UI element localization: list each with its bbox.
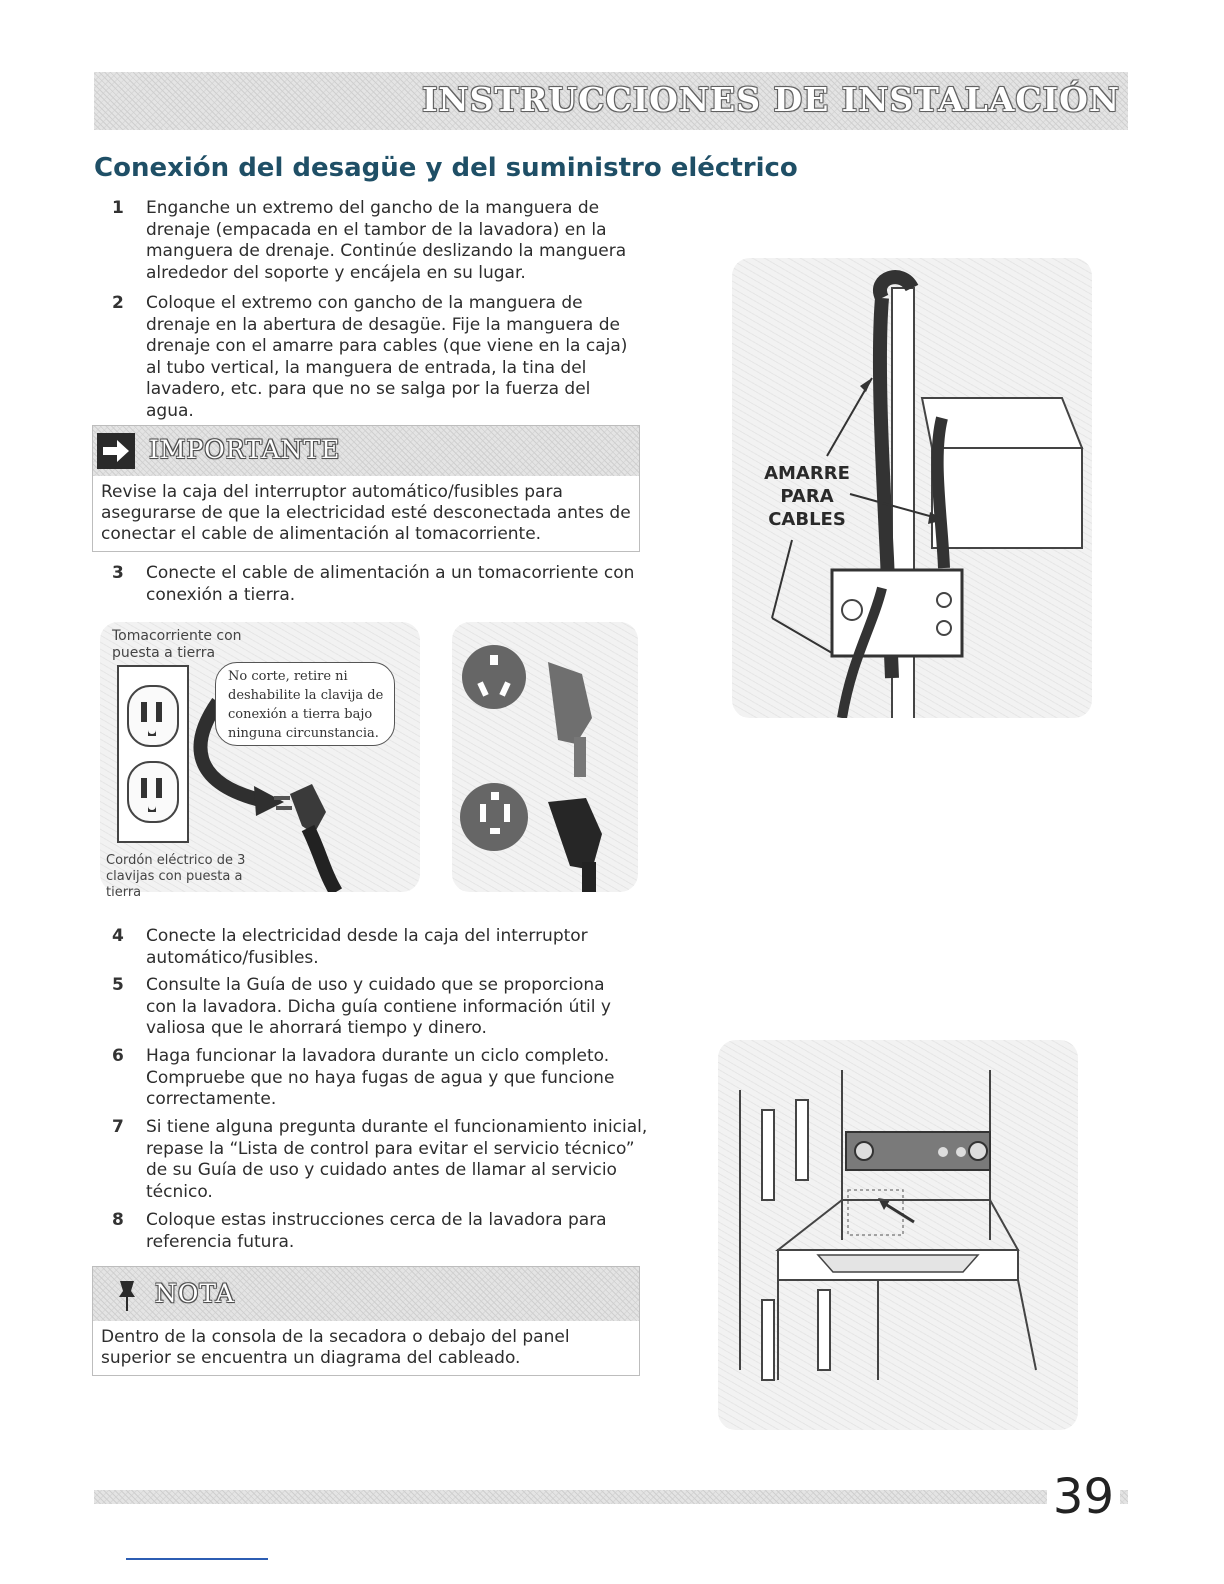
step-4 (112, 926, 632, 969)
step-5 (112, 975, 632, 1040)
step-number: 8 (112, 1210, 124, 1230)
socket-3-prong (462, 645, 526, 709)
note-label: NOTA (155, 1279, 235, 1308)
outlet-socket-bottom (128, 762, 178, 822)
plug-head (290, 784, 326, 834)
wiring-diagram-location (848, 1190, 903, 1235)
step-number: 7 (112, 1117, 124, 1137)
step-2 (112, 293, 632, 422)
step-1 (112, 198, 632, 284)
dryer-illustration (718, 1040, 1078, 1430)
cord (308, 828, 336, 892)
curved-arrow-head (254, 786, 284, 816)
step-text: Haga funcionar la lavadora durante un ciclo completo. Compruebe que no haya fugas de agua y que funcione correctamente. (146, 1046, 615, 1109)
warning-bubble: No corte, retire ni deshabilite la clavija de conexión a tierra bajo ninguna circunstancia. (215, 662, 395, 746)
step-number: 3 (112, 563, 124, 583)
bottom-rule (126, 1558, 268, 1560)
cord-label: Cordón eléctrico de 3 clavijas con puesta a tierra (106, 853, 246, 900)
section-title: Conexión del desagüe y del suministro eléctrico (94, 153, 798, 183)
step-8 (112, 1210, 632, 1253)
arrow-right-icon (97, 433, 135, 469)
plug-4-prong (548, 798, 602, 870)
step-6 (112, 1046, 632, 1111)
important-header (93, 426, 639, 476)
important-text: Revise la caja del interruptor automático/fusibles para asegurarse de que la electricidad esté desconectada antes de conectar el cable de alimentación al tomacorriente. (101, 482, 631, 544)
plug-3-prong (548, 662, 592, 744)
step-text: Enganche un extremo del gancho de la manguera de drenaje (empacada en el tambor de la lavadora) en la manguera de drenaje. Continúe deslizando la manguera alrededor del soporte y encájela en su lugar. (146, 198, 627, 283)
page-number: 39 (1047, 1470, 1120, 1524)
step-text: Si tiene alguna pregunta durante el funcionamiento inicial, repase la “Lista de control para evitar el servicio técnico” de su Guía de uso y cuidado antes de llamar al servicio técnico. (146, 1117, 648, 1202)
outlet-label: Tomacorriente con puesta a tierra (112, 628, 242, 661)
cable-tie-label: AMARRE PARA CABLES (764, 463, 850, 530)
step-text: Coloque estas instrucciones cerca de la lavadora para referencia futura. (146, 1210, 607, 1252)
note-callout (92, 1266, 640, 1376)
step-text: Coloque el extremo con gancho de la manguera de drenaje en la abertura de desagüe. Fije la manguera de drenaje con el amarre para cables (que viene en la caja) al tubo vertical, la manguera de entrada, la tina del lavadero, etc. para que no se salga por la fuerza del agua. (146, 293, 628, 421)
pushpin-icon (117, 1279, 137, 1313)
washer-body (932, 448, 1082, 548)
step-number: 5 (112, 975, 124, 995)
footer-band (94, 1490, 1128, 1504)
note-text: Dentro de la consola de la secadora o debajo del panel superior se encuentra un diagrama del cableado. (101, 1327, 570, 1368)
leader-line-bottom (772, 540, 792, 618)
step-number: 2 (112, 293, 124, 313)
step-number: 4 (112, 926, 124, 946)
note-header (93, 1267, 639, 1321)
step-text: Consulte la Guía de uso y cuidado que se proporciona con la lavadora. Dicha guía contiene información útil y valiosa que le ahorrará tiempo y dinero. (146, 975, 611, 1038)
step-number: 6 (112, 1046, 124, 1066)
step-7 (112, 1117, 652, 1203)
step-text: Conecte la electricidad desde la caja del interruptor automático/fusibles. (146, 926, 588, 968)
header-band (94, 72, 1128, 130)
important-callout (92, 425, 640, 552)
inlet-hose (938, 418, 944, 568)
plugs-illustration (452, 622, 638, 892)
important-label: IMPORTANTE (149, 435, 341, 464)
outlet-socket-top (128, 686, 178, 746)
step-3 (112, 563, 652, 606)
step-number: 1 (112, 198, 124, 218)
step-text: Conecte el cable de alimentación a un tomacorriente con conexión a tierra. (146, 563, 635, 605)
outlet-box (832, 570, 962, 656)
header-title: INSTRUCCIONES DE INSTALACIÓN (421, 80, 1120, 119)
